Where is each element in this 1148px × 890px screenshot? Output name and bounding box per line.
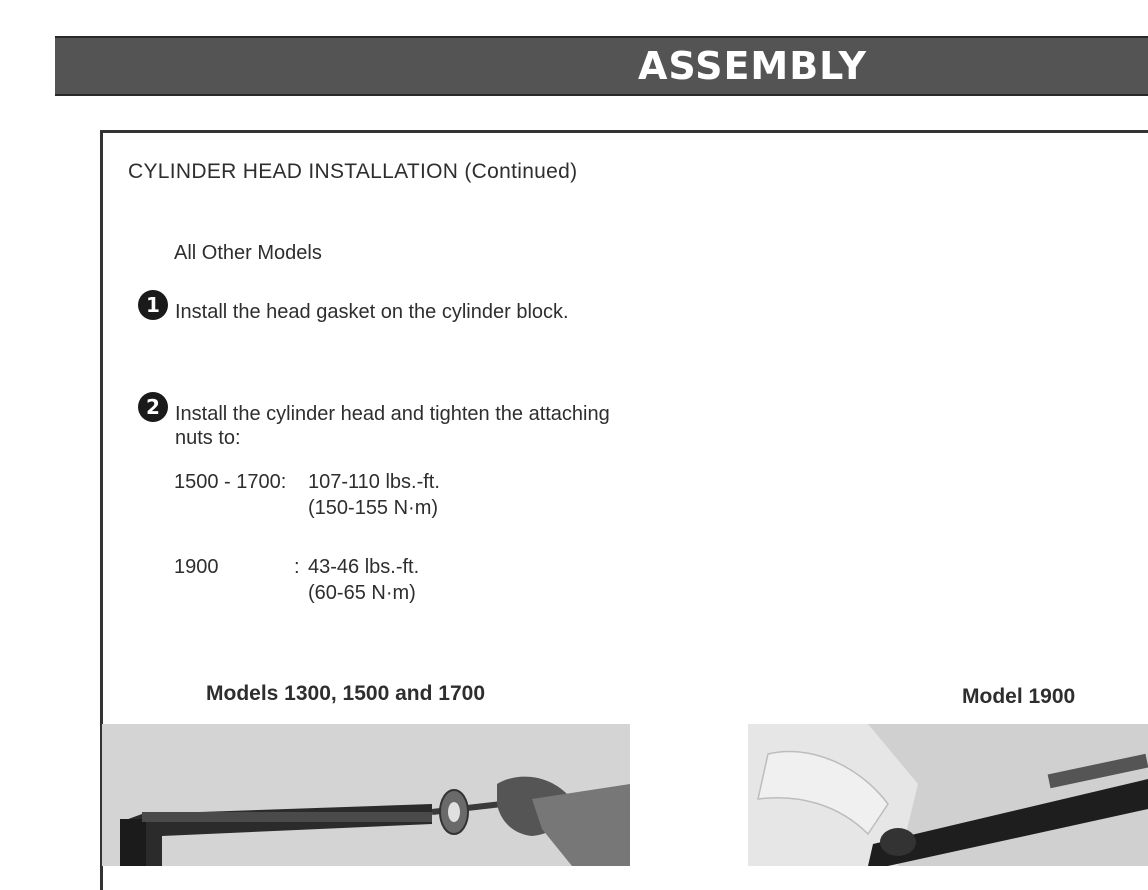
- figure-2-caption: Model 1900: [962, 685, 1076, 708]
- step-1-badge: 1: [138, 290, 168, 320]
- wrench-photo-1900: [748, 724, 1148, 866]
- figure-1-caption: Models 1300, 1500 and 1700: [206, 682, 485, 705]
- spec-2-models: 1900: [174, 556, 219, 578]
- section-banner: [55, 36, 1148, 96]
- spec-2-separator: :: [294, 556, 300, 578]
- spec-1-imperial: 107-110 lbs.-ft.: [308, 471, 440, 493]
- section-title: CYLINDER HEAD INSTALLATION (Continued): [128, 160, 578, 183]
- spec-1-metric: (150-155 N·m): [308, 497, 439, 519]
- spec-1-models: 1500 - 1700:: [174, 471, 287, 493]
- step-2-badge: 2: [138, 392, 168, 422]
- wrench-photo-1300-1700: [102, 724, 630, 866]
- spec-2-imperial: 43-46 lbs.-ft.: [308, 556, 420, 578]
- wrench-photo-1-illustration: [102, 724, 630, 866]
- banner-title: ASSEMBLY: [638, 44, 867, 88]
- subheading: All Other Models: [174, 242, 322, 264]
- wrench-photo-2-illustration: [748, 724, 1148, 866]
- step-2-text: Install the cylinder head and tighten the attaching nuts to:: [175, 403, 610, 449]
- spec-2-metric: (60-65 N·m): [308, 582, 416, 604]
- step-1-text: Install the head gasket on the cylinder block.: [175, 301, 569, 323]
